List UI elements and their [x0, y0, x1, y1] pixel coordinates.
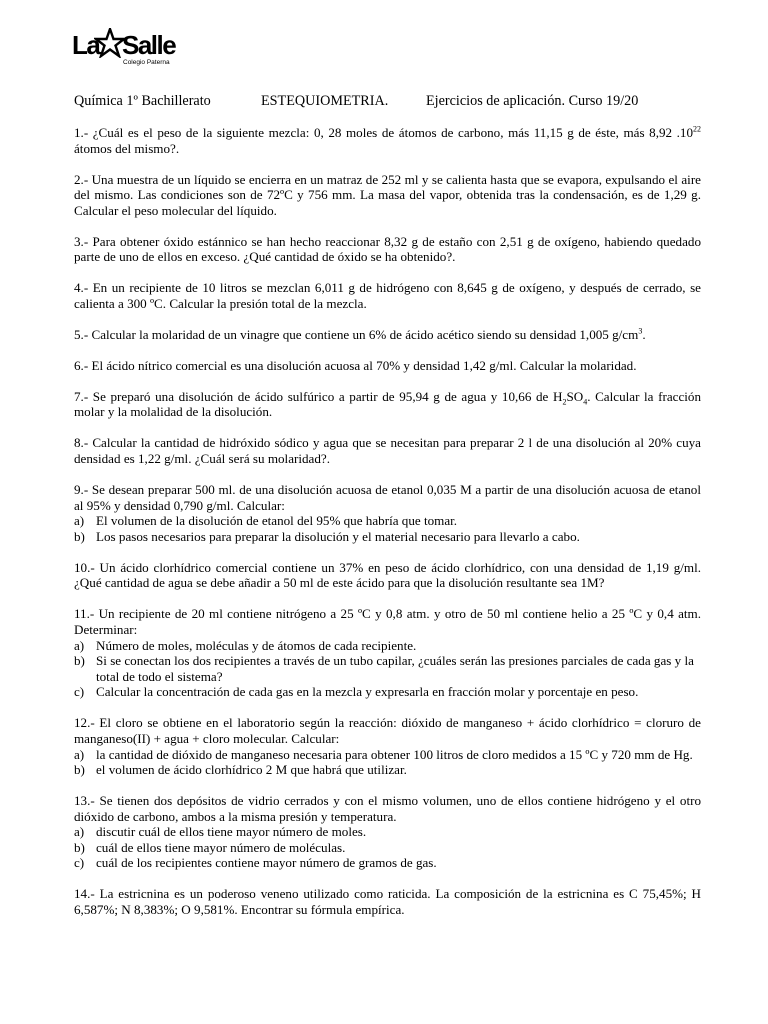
- exercise-text: 4.- En un recipiente de 10 litros se mezclan 6,011 g de hidrógeno con 8,645 g de oxígeno, y después de cerrado, se calienta a 300 ºC. Calcular la presión total de la mezcla.: [74, 280, 701, 311]
- exercise-text: 10.- Un ácido clorhídrico comercial contiene un 37% en peso de ácido clorhídrico, con una densidad de 1,19 g/ml. ¿Qué cantidad de agua se debe añadir a 50 ml de este ácido para que la disolución resultante sea 1M?: [74, 559, 701, 591]
- logo-wordmark-right: Salle: [122, 30, 176, 60]
- exercise-text: 6.- El ácido nítrico comercial es una disolución acuosa al 70% y densidad 1,42 g/ml. Calcular la molaridad.: [74, 357, 637, 373]
- exercise-item: a) El volumen de la disolución de etanol del 95% que habría que tomar.: [74, 513, 458, 529]
- exercise-description: Ejercicios de aplicación. Curso 19/20: [426, 93, 639, 109]
- logo-wordmark-left: La: [72, 30, 100, 60]
- exercise-9: [74, 482, 701, 544]
- exercise-text: 9.- Se desean preparar 500 ml. de una disolución acuosa de etanol 0,035 M a partir de una disolución acuosa de etanol al 95% y densidad 0,790 g/ml. Calcular:: [74, 482, 701, 513]
- exercise-13: [74, 793, 701, 871]
- exercise-2: [74, 172, 701, 219]
- exercise-item: b) cuál de ellos tiene mayor número de moléculas.: [74, 839, 346, 855]
- star-icon: [94, 28, 126, 58]
- exercise-item: b) Si se conectan los dos recipientes a través de un tubo capilar, ¿cuáles serán las presiones parciales de cada gas y la total de todo el sistema?: [74, 653, 694, 684]
- exercise-14: [74, 886, 701, 917]
- exercise-4: [74, 280, 701, 311]
- exercise-item: a) discutir cuál de ellos tiene mayor número de moles.: [74, 824, 367, 840]
- exercise-text: 8.- Calcular la cantidad de hidróxido sódico y agua que se necesitan para preparar 2 l de una disolución al 20% cuya densidad es 1,22 g/ml. ¿Cuál será su molaridad?.: [74, 435, 701, 467]
- exercise-text: 11.- Un recipiente de 20 ml contiene nitrógeno a 25 ºC y 0,8 atm. y otro de 50 ml contiene helio a 25 ºC y 0,4 atm. Determinar:: [74, 606, 701, 637]
- exercise-item: a) Número de moles, moléculas y de átomos de cada recipiente.: [74, 637, 417, 653]
- exercise-6: [74, 358, 701, 374]
- exercise-11: [74, 606, 701, 700]
- course-title: Química 1º Bachillerato: [74, 93, 211, 109]
- exercise-item: c) cuál de los recipientes contiene mayor número de gramos de gas.: [74, 855, 437, 871]
- exercise-5: [74, 327, 701, 343]
- exercise-item: c) Calcular la concentración de cada gas en la mezcla y expresarla en fracción molar y porcentaje en peso.: [74, 684, 639, 700]
- exercise-1: [74, 125, 701, 156]
- exercise-text: 5.- Calcular la molaridad de un vinagre que contiene un 6% de ácido acético siendo su densidad 1,005 $g/cm^3$.: [74, 326, 646, 342]
- school-logo: [72, 28, 192, 72]
- exercise-10: [74, 560, 701, 591]
- exercise-item: b) Los pasos necesarios para preparar la disolución y el material necesario para llevarlo a cabo.: [74, 528, 580, 544]
- exercise-7: [74, 389, 701, 420]
- logo-subtitle: Colegio Paterna: [123, 59, 170, 66]
- exercise-text: 7.- Se preparó una disolución de ácido sulfúrico a partir de 95,94 g de agua y 10,66 de $H_2SO_4$. Calcular la fracción molar y la molalidad de la disolución.: [74, 388, 701, 420]
- exercise-item: a) la cantidad de dióxido de manganeso necesaria para obtener 100 litros de cloro medidos a 15 ºC y 720 mm de Hg.: [74, 746, 693, 762]
- exercise-item: b) el volumen de ácido clorhídrico 2 M que habrá que utilizar.: [74, 762, 407, 778]
- exercise-text: 1.- ¿Cuál es el peso de la siguiente mezcla: 0, 28 moles de átomos de carbono, más 11,15 g de éste, más 8,92 $.10^{22}$ átomos del mismo?.: [74, 124, 701, 156]
- exercise-text: 12.- El cloro se obtiene en el laboratorio según la reacción: dióxido de manganeso + ácido clorhídrico = cloruro de manganeso(II) + agua + cloro molecular. Calcular:: [74, 715, 701, 746]
- exercise-text: 13.- Se tienen dos depósitos de vidrio cerrados y con el mismo volumen, uno de ellos contiene hidrógeno y el otro dióxido de carbono, ambos a la misma presión y temperatura.: [74, 793, 701, 824]
- exercise-12: [74, 715, 701, 777]
- topic-title: ESTEQUIOMETRIA.: [261, 93, 389, 109]
- exercise-8: [74, 435, 701, 466]
- exercise-list: [74, 125, 701, 933]
- exercise-3: [74, 234, 701, 265]
- exercise-text: 14.- La estricnina es un poderoso veneno utilizado como raticida. La composición de la estricnina es C 75,45%; H 6,587%; N 8,383%; O 9,581%. Encontrar su fórmula empírica.: [74, 886, 701, 918]
- exercise-text: 3.- Para obtener óxido estánnico se han hecho reaccionar 8,32 g de estaño con 2,51 g de oxígeno, habiendo quedado parte de uno de ellos en exceso. ¿Qué cantidad de óxido se ha obtenido?.: [74, 233, 701, 265]
- exercise-text: 2.- Una muestra de un líquido se encierra en un matraz de 252 ml y se calienta hasta que se evapora, expulsando el aire del mismo. Las condiciones son de 72ºC y 756 mm. La masa del vapor, obtenida tras la condensación, es de 1,29 g. Calcular el peso molecular del líquido.: [74, 171, 701, 218]
